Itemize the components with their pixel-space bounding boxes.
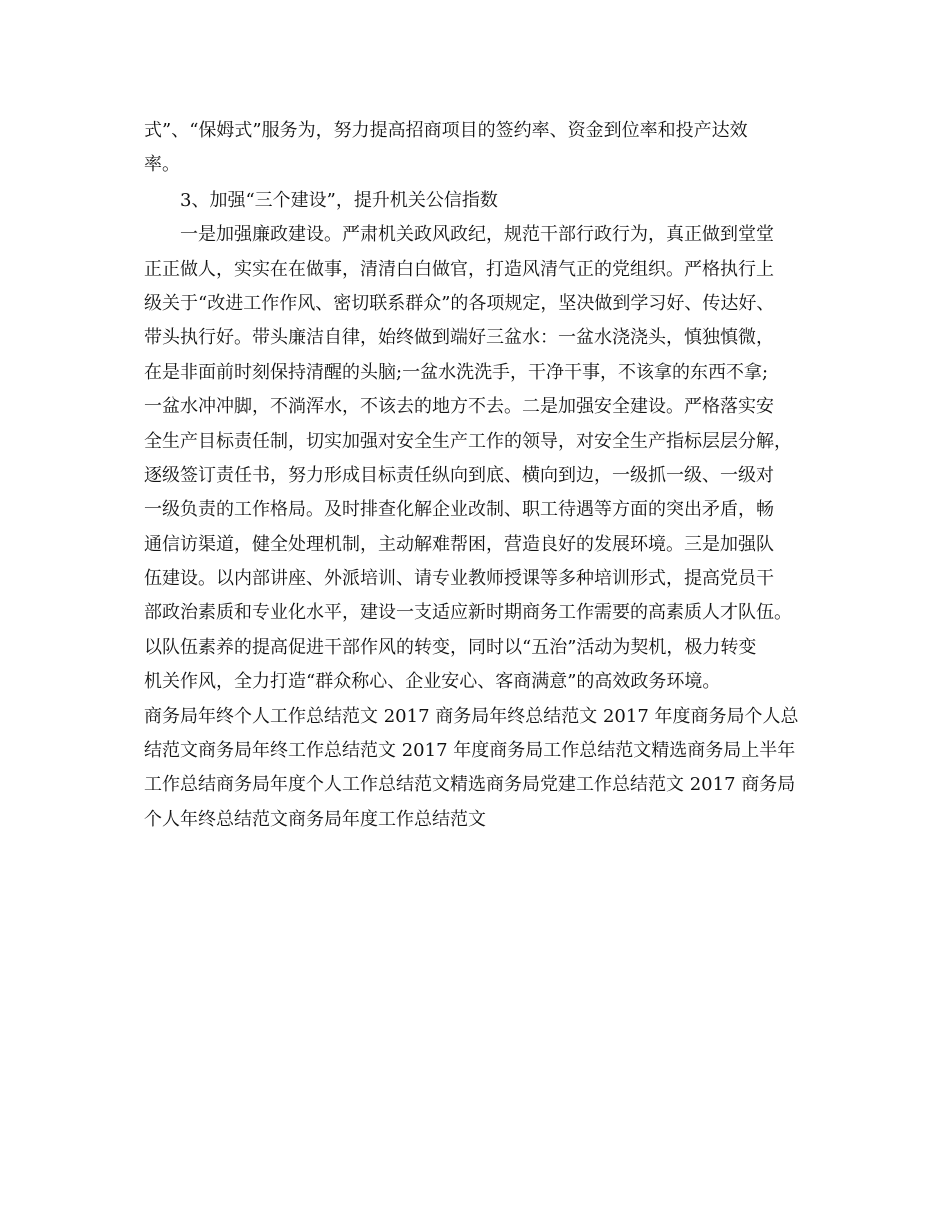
related-links-line: 工作总结商务局年度个人工作总结范文精选商务局党建工作总结范文 2017 商务局: [144, 774, 796, 796]
text-line: 机关作风，全力打造“群众称心、企业安心、客商满意”的高效政务环境。: [144, 671, 721, 693]
related-links-line: 结范文商务局年终工作总结范文 2017 年度商务局工作总结范文精选商务局上半年: [144, 740, 796, 762]
text-line: 在是非面前时刻保持清醒的头脑;一盆水洗洗手，干净干事，不该拿的东西不拿;: [144, 361, 769, 383]
related-links-line: 个人年终总结范文商务局年度工作总结范文: [144, 808, 486, 830]
text-line: 级关于“改进工作作风、密切联系群众”的各项规定，坚决做到学习好、传达好、: [144, 292, 775, 314]
body-text-block: [144, 114, 816, 837]
text-line: 通信访渠道，健全处理机制，主动解难帮困，营造良好的发展环境。三是加强队: [144, 533, 774, 555]
text-line: 一级负责的工作格局。及时排查化解企业改制、职工待遇等方面的突出矛盾，畅: [144, 499, 774, 521]
text-line: 逐级签订责任书，努力形成目标责任纵向到底、横向到边，一级抓一级、一级对: [144, 464, 774, 486]
related-links-line: 商务局年终个人工作总结范文 2017 商务局年终总结范文 2017 年度商务局个人总: [144, 705, 799, 727]
paragraph-first-line: 一是加强廉政建设。严肃机关政风政纪，规范干部行政行为，真正做到堂堂: [180, 224, 774, 246]
text-line: 以队伍素养的提高促进干部作风的转变，同时以“五治”活动为契机，极力转变: [144, 636, 757, 658]
section-heading: 3、加强“三个建设”，提升机关公信指数: [180, 189, 498, 211]
text-line: 带头执行好。带头廉洁自律，始终做到端好三盆水：一盆水浇浇头，慎独慎微，: [144, 327, 774, 349]
text-line: 部政治素质和专业化水平，建设一支适应新时期商务工作需要的高素质人才队伍。: [144, 602, 792, 624]
text-line: 正正做人，实实在在做事，清清白白做官，打造风清气正的党组织。严格执行上: [144, 258, 774, 280]
text-line: 全生产目标责任制，切实加强对安全生产工作的领导，对安全生产指标层层分解，: [144, 430, 792, 452]
text-line: 伍建设。以内部讲座、外派培训、请专业教师授课等多种培训形式，提高党员干: [144, 568, 774, 590]
text-line: 率。: [144, 154, 180, 176]
text-line: 一盆水冲冲脚，不淌浑水，不该去的地方不去。二是加强安全建设。严格落实安: [144, 396, 774, 418]
text-line: 式”、“保姆式”服务为，努力提高招商项目的签约率、资金到位率和投产达效: [144, 120, 748, 141]
